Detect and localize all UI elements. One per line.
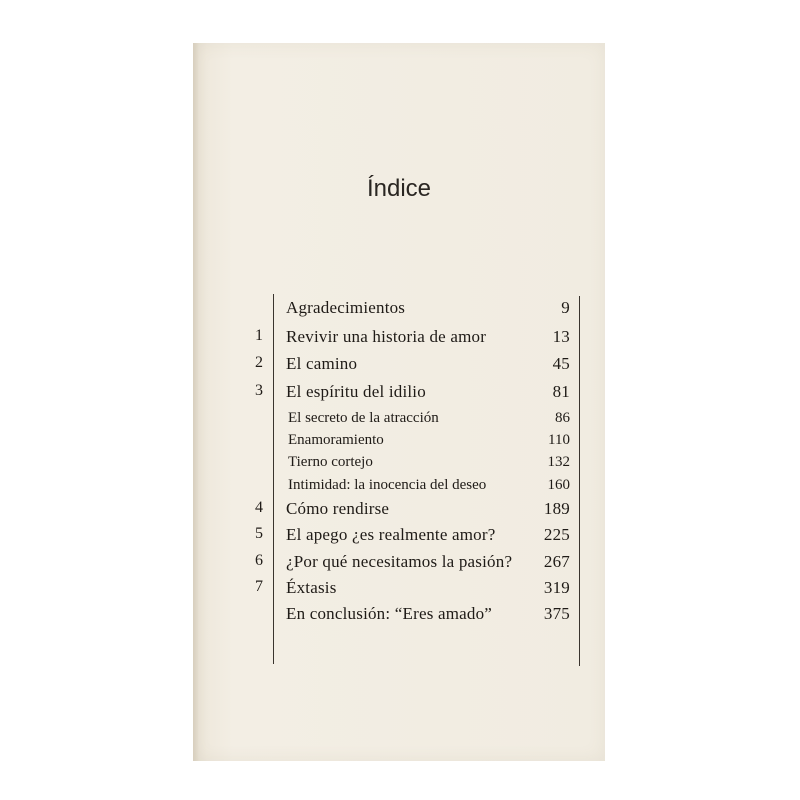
toc-entry-title: En conclusión: “Eres amado” [286,604,493,623]
page-gutter-shadow [193,43,199,761]
toc-entry-title: Enamoramiento [288,432,384,448]
page-title: Índice [366,175,432,202]
toc-entry-title: El secreto de la atracción [288,410,439,426]
chapter-number: 5 [255,525,263,542]
toc-left-rule [273,294,274,664]
toc-entry-title: Revivir una historia de amor [286,327,487,346]
chapter-number: 1 [255,327,263,344]
chapter-number: 3 [255,382,263,399]
toc-entry-title: Tierno cortejo [288,454,373,470]
book-page [193,43,605,761]
toc-entry-title: Éxtasis [286,578,337,597]
toc-right-rule [579,296,580,666]
toc-entry-title: Cómo rendirse [286,499,390,518]
toc-entry-title: El camino [286,354,358,373]
toc-page-number: 9 [561,298,570,317]
chapter-number: 2 [255,354,263,371]
chapter-number: 7 [255,578,263,595]
toc-page-number: 13 [552,327,570,346]
toc-entry-title: ¿Por qué necesitamos la pasión? [286,552,513,571]
toc-page-number: 225 [543,525,570,544]
toc-entry-title: Agradecimientos [286,298,406,317]
toc-page-number: 319 [543,578,570,597]
toc-page-number: 81 [552,382,570,401]
toc-page-number: 132 [547,454,570,470]
toc-entry-title: El espíritu del idilio [286,382,426,401]
chapter-number: 4 [255,499,263,516]
toc-entry-title: El apego ¿es realmente amor? [286,525,496,544]
toc-entry-title: Intimidad: la inocencia del deseo [288,477,487,493]
toc-page-number: 160 [547,477,570,493]
toc-page-number: 375 [543,604,570,623]
toc-page-number: 267 [543,552,570,571]
toc-page-number: 45 [552,354,570,373]
chapter-number: 6 [255,552,263,569]
toc-page-number: 86 [555,410,570,426]
toc-page-number: 189 [543,499,570,518]
toc-page-number: 110 [548,432,570,448]
